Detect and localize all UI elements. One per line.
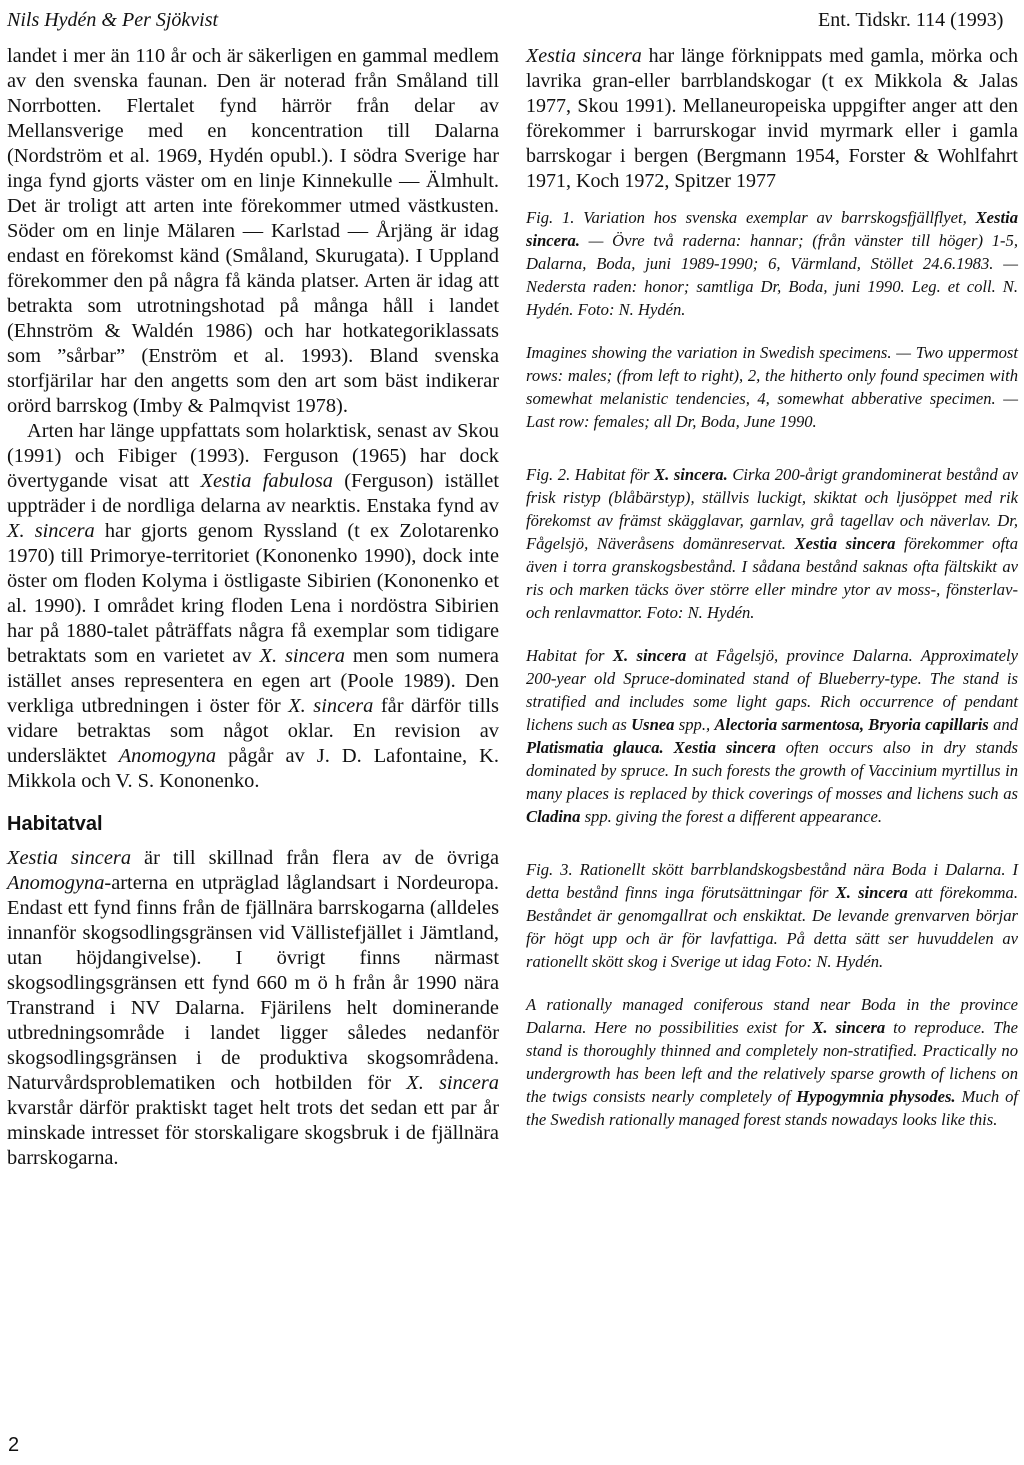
text-run: Fig. 2. Habitat för (526, 465, 655, 484)
species-name: X. sincera (7, 520, 95, 542)
genus-name: Anomogyna (118, 745, 217, 767)
species-name: Xestia sincera (526, 45, 642, 67)
text-run: att förekomma. Beståndet är genomgallrat och enskiktat. De levande grenvarven börjar för högt upp och är för lavfattiga. På detta sätt ser huvuddelen av rationellt skött skog i Sverige ut idag Foto: N. Hydén. (526, 883, 1018, 971)
text-run: kvarstår därför praktiskt taget helt trots det sedan ett par år minskade intresset för storskaligare skogsbruk i de fjällnära barrskogarna. (7, 1097, 499, 1169)
text-run: men som numera istället anses representera en egen art (Poole 1989). Den verkliga utbredningen i öster för (7, 645, 499, 717)
paragraph-habitat (7, 846, 499, 1171)
figure-3-caption-english (526, 993, 1018, 1131)
text-run: Much of the Swedish rationally managed forest stands nowadays looks like this. (526, 1087, 1018, 1129)
species-name: Xestia sincera (7, 847, 132, 869)
text-run: pågår av J. D. Lafontaine, K. Mikkola och V. S. Kononenko. (7, 745, 499, 792)
text-run: to reproduce. The stand is thoroughly thinned and completely non-stratified. Practically no undergrowth has been left and the relatively sparse growth of lichens on the twigs consists nearly completely of (526, 1018, 1018, 1106)
species-name: X. sincera (612, 646, 687, 665)
text-run: spp. giving the forest a different appearance. (580, 807, 882, 826)
right-column (526, 44, 1018, 1131)
genus-name: Usnea (631, 715, 675, 734)
genus-name: Cladina (526, 807, 581, 826)
figure-1-caption-english: Imagines showing the variation in Swedish specimens. — Two uppermost rows: males; (from left to right), 2, the hitherto only found specimen with somewhat melanistic tendencies, 4, somewhat abberative specimen. — Last row: females; all Dr, Boda, June 1990. (526, 343, 1018, 431)
species-name: X. sincera (835, 883, 908, 902)
text-run: har gjorts genom Ryssland (t ex Zolotarenko 1970) till Primorye-territoriet (Kononenko 1990), dock inte öster om floden Kolyma i östligaste Sibirien (Kononenko et al. 1990). I området kring floden Lena i nordöstra Sibirien har på 1880-talet påträffats några få exemplar som tidigare betraktats som en varietet av (7, 520, 499, 667)
text-run: — Övre två raderna: hannar; (från vänster till höger) 1-5, Dalarna, Boda, juni 1989-1990; 6, Värmland, Stöllet 24.6.1983. — Nedersta raden: honor; samtliga Dr, Boda, juni 1990. Leg. et coll. N. Hydén. Foto: N. Hydén. (526, 231, 1018, 319)
figure-3-caption-swedish (526, 858, 1018, 973)
running-head-journal: Ent. Tidskr. 114 (1993) (818, 9, 1004, 31)
species-name: Xestia sincera (794, 534, 896, 553)
text-run: (Ferguson) istället uppträder i de nordliga delarna av nearktis. Enstaka fynd av (7, 470, 499, 517)
species-name: X. sincera (812, 1018, 886, 1037)
figure-1-caption-swedish (526, 206, 1018, 321)
figure-2-caption-english (526, 644, 1018, 828)
text-run: förekommer ofta även i torra granskogsbestånd. I sådana bestånd saknas ofta fältskikt av ris och marken täcks över större eller mindre ytor av moss-, fönsterlav- och renlavmattor. Foto: N. Hydén. (526, 534, 1018, 622)
text-run: har länge förknippats med gamla, mörka och lavrika gran-eller barrblandskogar (t ex Mikkola & Jalas 1977, Skou 1991). Mellaneuropeiska uppgifter anger att den förekommer i barrurskogar invid myrmark eller i gamla barrskogar i bergen (Bergmann 1954, Forster & Wohlfahrt 1971, Koch 1972, Spitzer 1977 (526, 45, 1018, 192)
paragraph-holarctic (7, 419, 499, 794)
section-heading-habitatval: Habitatval (7, 813, 103, 835)
text-run: and (988, 715, 1018, 734)
species-name: Hypogymnia physodes. (796, 1087, 956, 1106)
text-run: -arterna en utpräglad låglandsart i Nordeuropa. Endast ett fynd finns från de fjällnära barrskogarna (alldeles innanför skogsodlingsgränsen vid Vällistefjället i Jämtland, utan höjdangivelse). I övrigt finns närmast skogsodlingsgränsen ett fynd 660 m ö h från år 1990 nära Transtrand i NV Dalarna. Fjärilens helt dominerande utbredningsområde i landet ligger således nedanför skogsodlingsgränsen i de produktiva skogsområdena. Naturvårdsproblematiken och hotbilden för (7, 872, 499, 1094)
text-run: often occurs also in dry stands dominated by spruce. In such forests the growth of Vaccinium myrtillus in many places is replaced by thick coverings of mosses and lichens such as (526, 738, 1018, 803)
text-run: är till skillnad från flera av de övriga (131, 847, 499, 869)
figure-2-caption-swedish (526, 463, 1018, 624)
genus-name: Anomogyna (7, 872, 105, 894)
species-name: X. sincera. (654, 465, 728, 484)
paragraph-distribution: landet i mer än 110 år och är säkerligen en gammal medlem av den svenska faunan. Den är noterad från Småland till Norrbotten. Flertalet fynd härrör från delar av Mellansverige med en koncentration till Dalarna (Nordström et al. 1969, Hydén opubl.). I södra Sverige har inga fynd gjorts väster om en linje Kinnekulle — Älmhult. Det är troligt att arten inte förekommer utmed västkusten. Söder om en linje Mälaren — Karlstad — Årjäng är idag endast en förekomst känd (Småland, Skurugata). I Uppland förekommer den på några få kända platser. Arten är idag att betrakta som utrotningshotad på många håll i landet (Ehnström & Waldén 1986) och har hotkategoriklassats som ”sårbar” (Enström et al. 1993). Bland svenska storfjärilar har den angetts som den art som bäst indikerar orörd barrskog (Imby & Palmqvist 1978). (7, 45, 499, 417)
species-name: X. sincera (288, 695, 374, 717)
page-number: 2 (8, 1434, 20, 1456)
species-name: Alectoria sarmentosa, Bryoria capillaris (714, 715, 989, 734)
species-name: X. sincera (406, 1072, 499, 1094)
text-run: Fig. 3. Rationellt skött barrblandskogsbestånd nära Boda i Dalarna. I detta bestånd finns inga förutsättningar för (526, 860, 1018, 902)
text-run: at Fågelsjö, province Dalarna. Approximately 200-year old Spruce-dominated stand of Blueberry-type. The stand is stratified and includes some light gaps. Rich occurrence of pendant lichens such as (526, 646, 1018, 734)
species-name: Xestia sincera. (526, 208, 1018, 250)
text-run: Fig. 1. Variation hos svenska exemplar av barrskogsfjällflyet, (526, 208, 976, 227)
paragraph-habitat-continued (526, 44, 1018, 194)
species-name: X. sincera (259, 645, 345, 667)
running-head-authors: Nils Hydén & Per Sjökvist (7, 9, 219, 31)
species-name: Xestia fabulosa (200, 470, 333, 492)
text-run: Cirka 200-årigt grandominerat bestånd av frisk ristyp (blåbärstyp), ställvis luckigt, skiktat och ljusöppet med rik förekomst av främst skägglavar, garnlav, grå tagellav och näverlav. Dr, Fågelsjö, Näveråsens domänreservat. (526, 465, 1018, 553)
text-run: Habitat for (526, 646, 613, 665)
text-run: Arten har länge uppfattats som holarktisk, senast av Skou (1991) och Fibiger (1993). Ferguson (1965) har dock övertygande visat att (7, 420, 499, 492)
text-run: A rationally managed coniferous stand near Boda in the province Dalarna. Here no possibilities exist for (526, 995, 1018, 1037)
text-run: får därför tills vidare betraktas som något oklar. En revision av undersläktet (7, 695, 499, 767)
species-name: Platismatia glauca. Xestia sincera (526, 738, 776, 757)
text-run: spp., (674, 715, 715, 734)
left-column (7, 44, 499, 1171)
